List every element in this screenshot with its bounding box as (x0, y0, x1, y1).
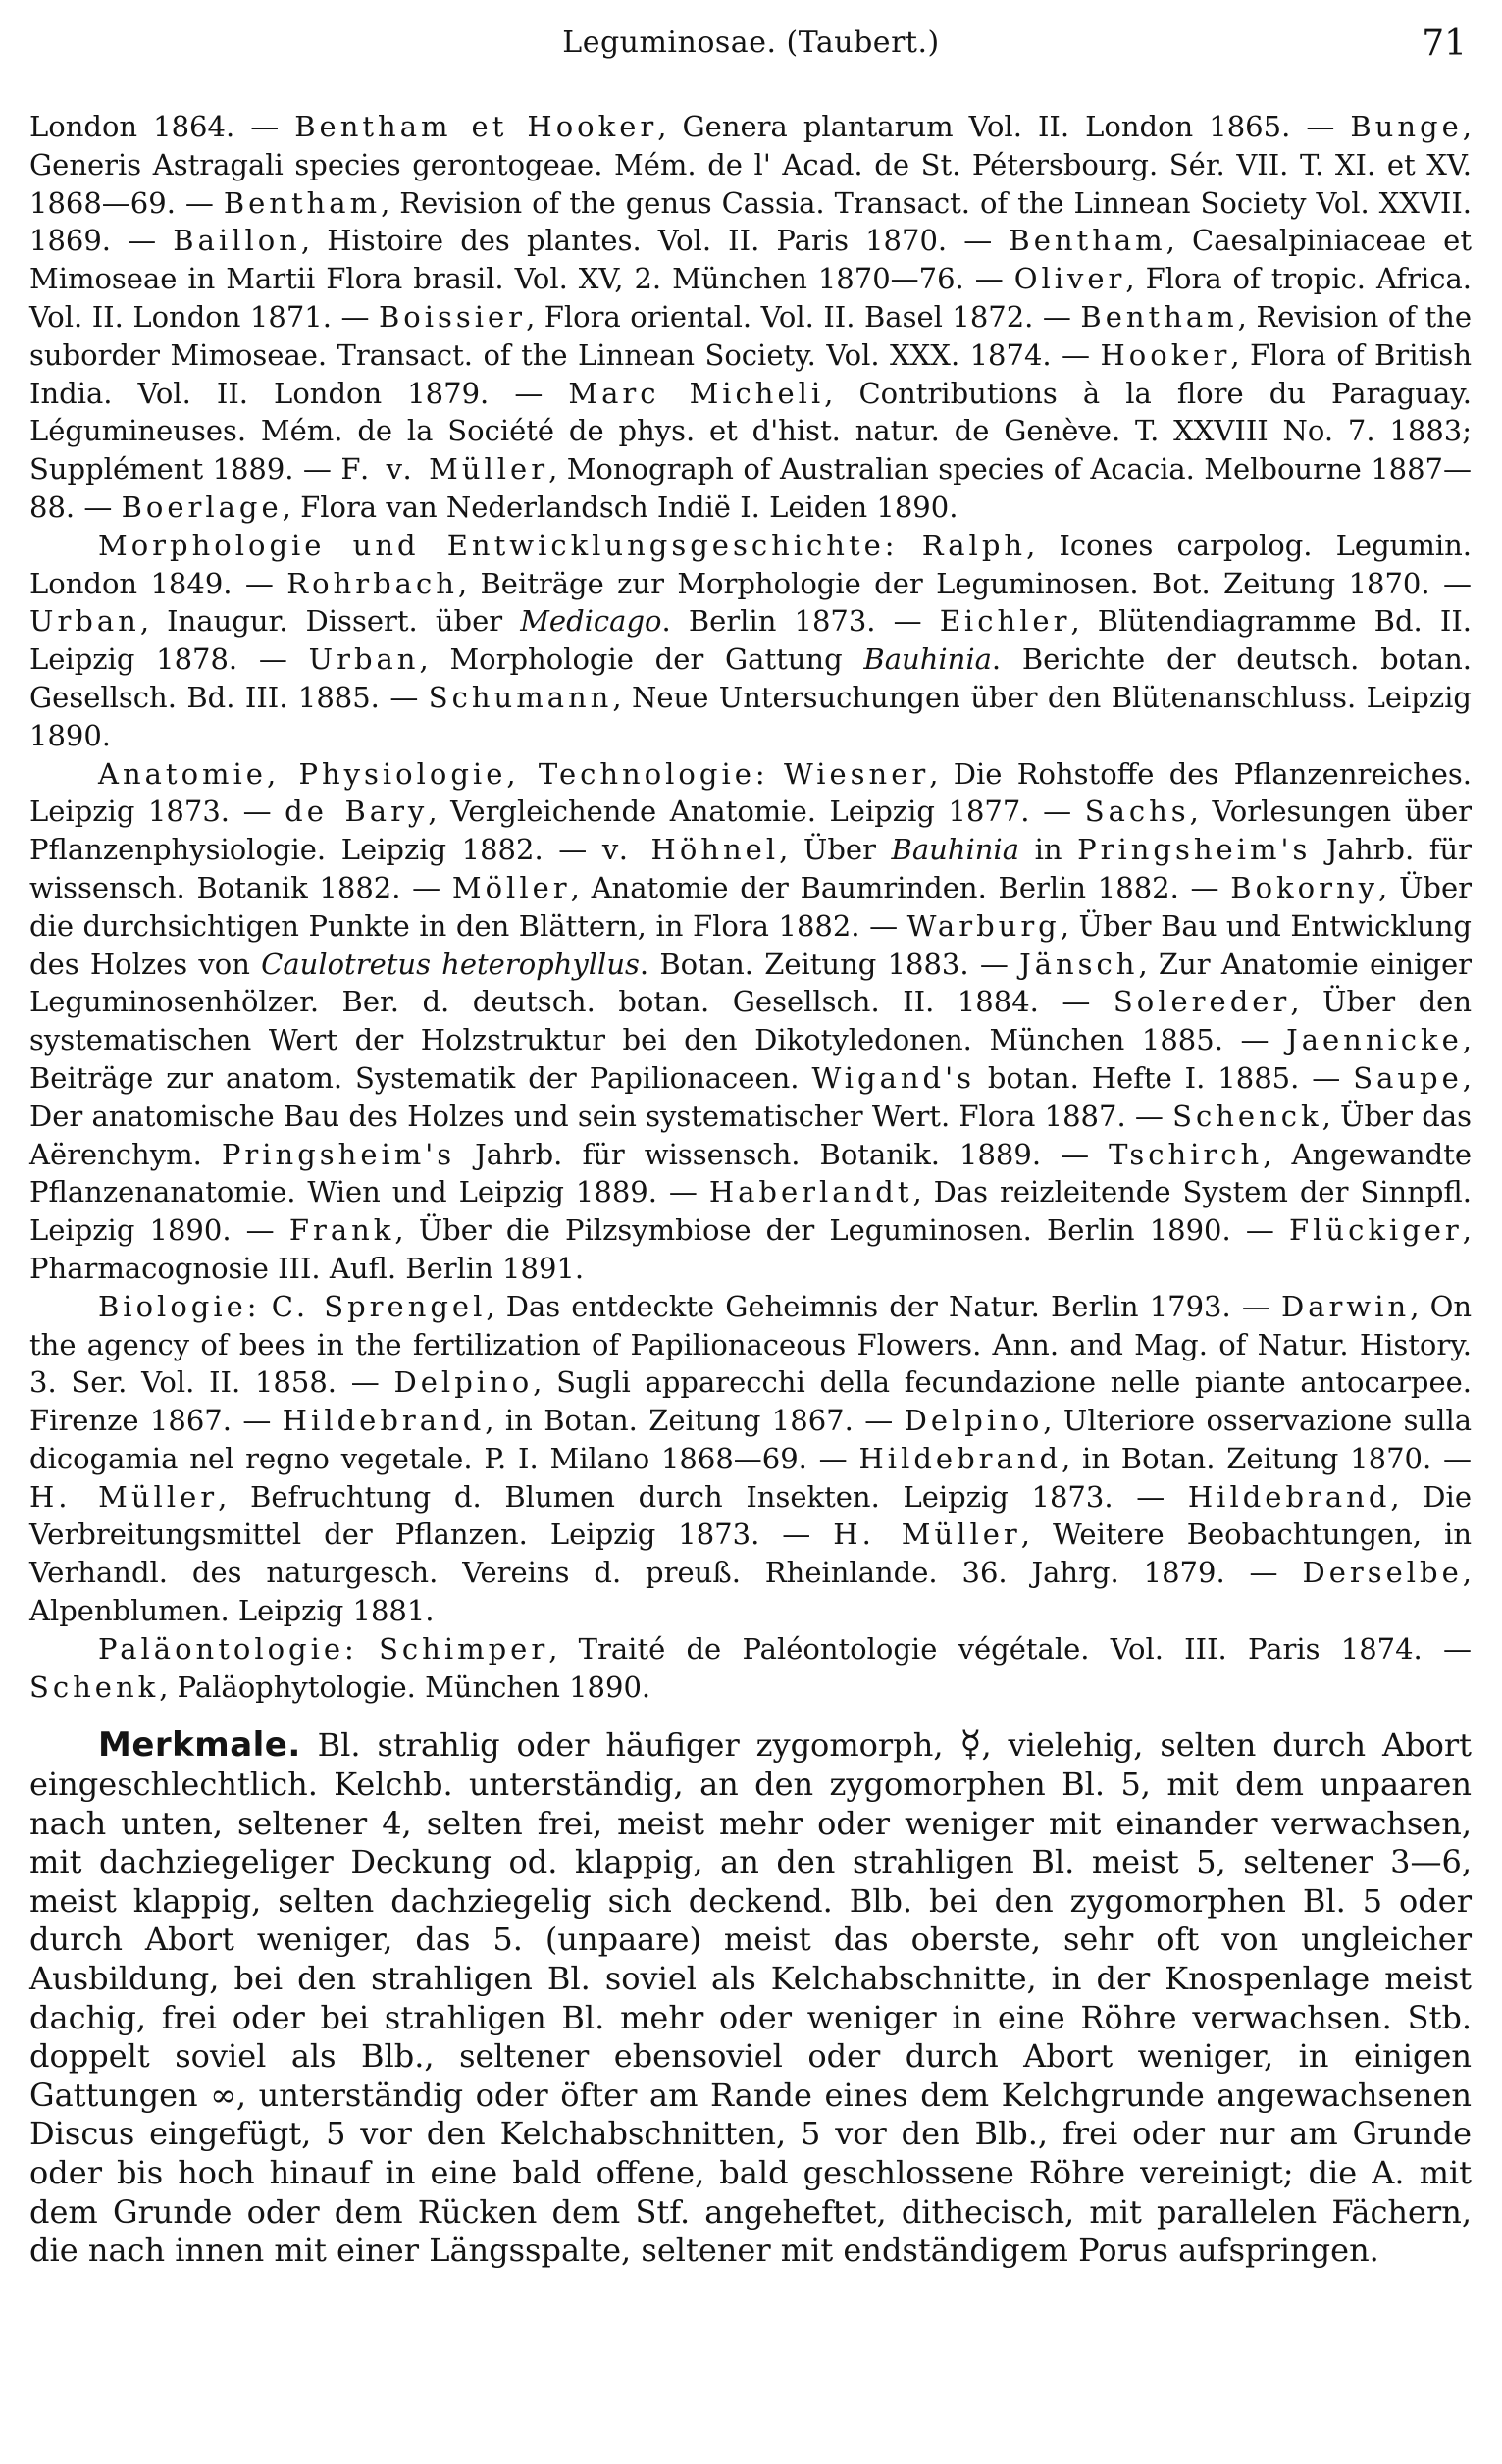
author-name: Eichler (939, 604, 1071, 639)
author-name: Schumann (428, 680, 613, 714)
author-name: Hooker (1100, 337, 1231, 372)
author-name: v. Höhnel (601, 833, 780, 867)
author-name: Urban (308, 642, 420, 677)
running-title: Leguminosae. (Taubert.) (562, 26, 940, 60)
page-body (29, 108, 1472, 2271)
author-name: Jaennicke (1286, 1023, 1463, 1057)
paragraph-biologie: Biologie: C. Sprengel, Das entdeckte Geheimnis der Natur. Berlin 1793. — Darwin, On the agency of bees in the fertilization of Papilionaceous Flowers. Ann. and Mag. of Natur. History. 3. Ser. Vol. II. 1858. — Delpino, Sugli apparecchi della fecundazione nelle piante antocarpee. Firenze 1867. — Hildebrand, in Botan. Zeitung 1867. — Delpino, Ulteriore osservazione sulla dicogamia nel regno vegetale. P. I. Milano 1868—69. — Hildebrand, in Botan. Zeitung 1870. — H. Müller, Befruchtung d. Blumen durch Insekten. Leipzig 1873. — Hildebrand, Die Verbreitungsmittel der Pflanzen. Leipzig 1873. — H. Müller, Weitere Beobachtungen, in Verhandl. des naturgesch. Vereins d. preuß. Rheinlande. 36. Jahrg. 1879. — Derselbe, Alpenblumen. Leipzig 1881. (29, 1289, 1473, 1628)
author-name: Hildebrand (282, 1404, 486, 1438)
author-name: Urban (29, 604, 140, 639)
author-name: Möller (451, 870, 571, 904)
author-name: Jänsch (1019, 947, 1139, 981)
author-name: Baillon (173, 224, 301, 258)
paragraph-morphologie: Morphologie und Entwicklungsgeschichte: Ralph, Icones carpolog. Legumin. London 1849. — Rohrbach, Beiträge zur Morphologie der Leguminosen. Bot. Zeitung 1870. — Urban, Inaugur. Dissert. über Medicago. Berlin 1873. — Eichler, Blütendiagramme Bd. II. Leipzig 1878. — Urban, Morphologie der Gattung Bauhinia. Berichte der deutsch. botan. Gesellsch. Bd. III. 1885. — Schumann, Neue Untersuchungen über den Blütenanschluss. Leipzig 1890. (29, 528, 1472, 752)
author-name: Frank (288, 1213, 395, 1248)
paragraph-palaeontologie: Paläontologie: Schimper, Traité de Paléontologie végétale. Vol. III. Paris 1874. — Schenk, Paläophytologie. München 1890. (29, 1631, 1472, 1704)
author-name: C. Sprengel (271, 1289, 487, 1323)
author-name: Sachs (1084, 795, 1190, 829)
author-name: H. Müller (833, 1517, 1021, 1552)
author-name: H. Müller (29, 1479, 219, 1514)
species-name: Caulotretus heterophyllus (261, 947, 640, 981)
author-name: Tschirch (1109, 1137, 1264, 1171)
paragraph-merkmale: Merkmale. Bl. strahlig oder häufiger zygomorph, ☿, vielehig, selten durch Abort eingeschlechtlich. Kelchb. unterständig, an den zygomorphen Bl. 5, mit dem unpaaren nach unten, seltener 4, selten frei, meist mehr oder weniger mit einander verwachsen, mit dachziegeliger Deckung od. klappig, an den strahligen Bl. meist 5, seltener 3—6, meist klappig, selten dachziegelig sich deckend. Blb. bei den zygomorphen Bl. 5 oder durch Abort weniger, das 5. (unpaare) meist das oberste, sehr oft von ungleicher Ausbildung, bei den strahligen Bl. soviel als Kelchabschnitte, in der Knospenlage meist dachig, frei oder bei strahligen Bl. mehr oder weniger in eine Röhre verwachsen. Stb. doppelt soviel als Blb., seltener ebensoviel oder durch Abort weniger, in einigen Gattungen ∞, unterständig oder öfter am Rande eines dem Kelchgrunde angewachsenen Discus eingefügt, 5 vor den Kelchabschnitten, 5 vor den Blb., frei oder nur am Grunde oder bis hoch hinauf in eine bald offene, bald geschlossene Röhre vereinigt; die A. mit dem Grunde oder dem Rücken dem Stf. angeheftet, dithecisch, mit parallelen Fächern, die nach innen mit einer Längsspalte, seltener mit endständigem Porus aufspringen. (29, 1724, 1473, 2270)
page-header (0, 18, 1502, 77)
author-name: Haberlandt (708, 1175, 913, 1209)
author-name: Flückiger (1289, 1213, 1463, 1248)
author-name: Schenk (29, 1669, 160, 1704)
author-name: Bunge (1350, 110, 1463, 143)
author-name: de Bary (285, 795, 429, 829)
author-name: Wiesner (783, 756, 930, 791)
section-label: Biologie: (98, 1289, 261, 1323)
author-name: Ralph (921, 528, 1027, 562)
author-name: Saupe (1353, 1060, 1463, 1095)
author-name: Schenck (1172, 1099, 1322, 1133)
paragraph-anatomie: Anatomie, Physiologie, Technologie: Wiesner, Die Rohstoffe des Pflanzenreiches. Leipzig 1873. — de Bary, Vergleichende Anatomie. Leipzig 1877. — Sachs, Vorlesungen über Pflanzenphysiologie. Leipzig 1882. — v. Höhnel, Über Bauhinia in Pringsheim's Jahrb. für wissensch. Botanik 1882. — Möller, Anatomie der Baumrinden. Berlin 1882. — Bokorny, Über die durchsichtigen Punkte in den Blättern, in Flora 1882. — Warburg, Über Bau und Entwicklung des Holzes von Caulotretus heterophyllus. Botan. Zeitung 1883. — Jänsch, Zur Anatomie einiger Leguminosenhölzer. Ber. d. deutsch. botan. Gesellsch. II. 1884. — Solereder, Über den systematischen Wert der Holzstruktur bei den Dikotyledonen. München 1885. — Jaennicke, Beiträge zur anatom. Systematik der Papilionaceen. Wigand's botan. Hefte I. 1885. — Saupe, Der anatomische Bau des Holzes und sein systematischer Wert. Flora 1887. — Schenck, Über das Aërenchym. Pringsheim's Jahrb. für wissensch. Botanik. 1889. — Tschirch, Angewandte Pflanzenanatomie. Wien und Leipzig 1889. — Haberlandt, Das reizleitende System der Sinnpfl. Leipzig 1890. — Frank, Über die Pilzsymbiose der Leguminosen. Berlin 1890. — Flückiger, Pharmacognosie III. Aufl. Berlin 1891. (29, 756, 1473, 1285)
author-name: Pringsheim's (1077, 833, 1312, 867)
genus-name: Medicago (520, 604, 662, 639)
author-name: Marc Micheli (568, 376, 825, 410)
author-name: Hildebrand (858, 1441, 1062, 1475)
author-name: Bentham (223, 185, 382, 220)
genus-name: Bauhinia (891, 833, 1019, 867)
author-name: Pringsheim's (221, 1137, 456, 1171)
author-name: Darwin (1281, 1289, 1411, 1323)
hermaphrodite-symbol-icon: ☿ (959, 1724, 982, 1766)
author-name: Warburg (906, 908, 1061, 943)
author-name: Derselbe (1302, 1556, 1463, 1590)
author-name: Oliver (1013, 262, 1126, 296)
author-name: Boissier (378, 299, 527, 334)
merkmale-heading: Merkmale. (98, 1725, 301, 1766)
section-label: Morphologie und Entwicklungsgeschichte: (98, 528, 899, 562)
author-name: Rohrbach (286, 566, 458, 600)
author-name: Boerlage (121, 489, 283, 524)
author-name: Bentham et Hooker (294, 110, 658, 143)
author-name: Wigand's (811, 1060, 975, 1095)
genus-name: Bauhinia (863, 642, 992, 677)
page-number: 71 (1422, 24, 1467, 64)
author-name: F. v. Müller (340, 452, 549, 487)
author-name: Bentham (1009, 224, 1166, 258)
section-label: Paläontologie: (98, 1631, 358, 1666)
section-label: Anatomie, Physiologie, Technologie: (98, 756, 769, 791)
author-name: Bentham (1080, 299, 1238, 334)
author-name: Delpino (393, 1365, 534, 1400)
author-name: Delpino (904, 1404, 1044, 1438)
author-name: Schimper (379, 1631, 549, 1666)
author-name: Hildebrand (1187, 1479, 1391, 1514)
author-name: Solereder (1113, 985, 1291, 1019)
paragraph-literature-continued: London 1864. — Bentham et Hooker, Genera plantarum Vol. II. London 1865. — Bunge, Generis Astragali species gerontogeae. Mém. de l' Acad. de St. Pétersbourg. Sér. VII. T. XI. et XV. 1868—69. — Bentham, Revision of the genus Cassia. Transact. of the Linnean Society Vol. XXVII. 1869. — Baillon, Histoire des plantes. Vol. II. Paris 1870. — Bentham, Caesalpiniaceae et Mimoseae in Martii Flora brasil. Vol. XV, 2. München 1870—76. — Oliver, Flora of tropic. Africa. Vol. II. London 1871. — Boissier, Flora oriental. Vol. II. Basel 1872. — Bentham, Revision of the suborder Mimoseae. Transact. of the Linnean Society. Vol. XXX. 1874. — Hooker, Flora of British India. Vol. II. London 1879. — Marc Micheli, Contributions à la flore du Paraguay. Légumineuses. Mém. de la Société de phys. et d'hist. natur. de Genève. T. XXVIII No. 7. 1883; Supplément 1889. — F. v. Müller, Monograph of Australian species of Acacia. Melbourne 1887—88. — Boerlage, Flora van Nederlandsch Indië I. Leiden 1890. (29, 110, 1473, 524)
author-name: Bokorny (1230, 870, 1379, 904)
